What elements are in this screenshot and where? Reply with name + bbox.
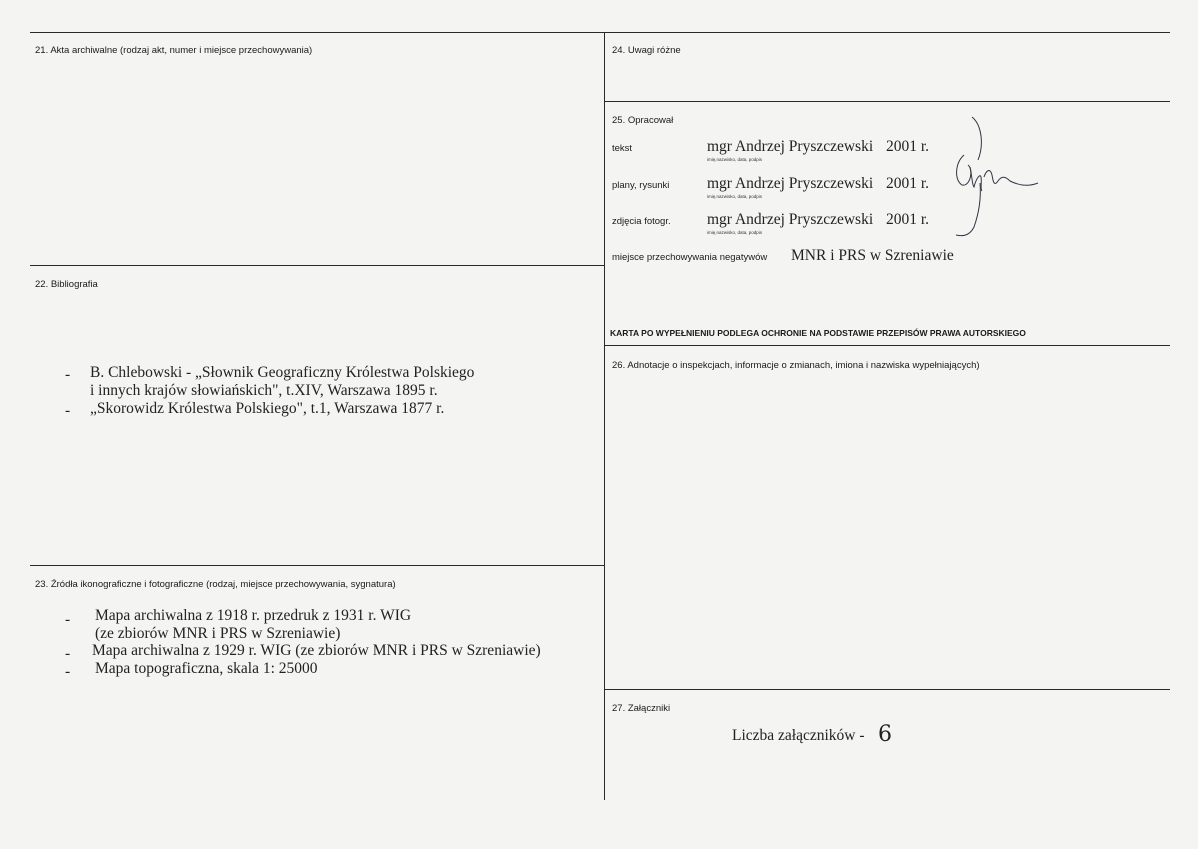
bibliography-item-1-line-2: i innych krajów słowiańskich", t.XIV, Warszawa 1895 r. <box>90 382 438 399</box>
section-21-label: 21. Akta archiwalne (rodzaj akt, numer i miejsce przechowywania) <box>35 45 313 56</box>
rule-23 <box>30 565 604 566</box>
iconography-item-1-line-1: Mapa archiwalna z 1918 r. przedruk z 1931 r. WIG <box>95 607 412 624</box>
section-25-label: 25. Opracował <box>612 115 674 126</box>
section-26-label: 26. Adnotacje o inspekcjach, informacje o zmianach, imiona i nazwiska wypełniających) <box>612 360 980 371</box>
attachments-count-text: Liczba załączników - <box>732 727 865 744</box>
section-23-label: 23. Źródła ikonograficzne i fotograficzne (rodzaj, miejsce przechowywania, sygnatura) <box>35 579 396 590</box>
iconography-item-3: Mapa topograficzna, skala 1: 25000 <box>95 660 318 677</box>
list-dash: - <box>65 663 71 680</box>
author-row-key: plany, rysunki <box>612 180 670 191</box>
section-27-label: 27. Załączniki <box>612 703 671 714</box>
author-row-year: 2001 r. <box>886 211 930 228</box>
section-22-label: 22. Bibliografia <box>35 279 98 290</box>
rule-26 <box>604 345 1170 346</box>
list-dash: - <box>65 645 71 662</box>
center-divider <box>604 32 605 800</box>
rule-25 <box>604 101 1170 102</box>
rule-27 <box>604 689 1170 690</box>
section-24-label: 24. Uwagi różne <box>612 45 681 56</box>
list-dash: - <box>65 366 71 383</box>
iconography-item-2: Mapa archiwalna z 1929 r. WIG (ze zbiorów MNR i PRS w Szreniawie) <box>92 642 541 659</box>
author-row-year: 2001 r. <box>886 138 930 155</box>
author-row-name: mgr Andrzej Pryszczewski <box>707 138 874 155</box>
negatives-label: miejsce przechowywania negatywów <box>612 252 768 263</box>
negatives-value: MNR i PRS w Szreniawie <box>791 247 954 264</box>
bibliography-item-2: „Skorowidz Królestwa Polskiego", t.1, Warszawa 1877 r. <box>90 400 445 417</box>
bibliography-item-1-line-1: B. Chlebowski - „Słownik Geograficzny Królestwa Polskiego <box>90 364 475 381</box>
author-row-year: 2001 r. <box>886 175 930 192</box>
iconography-item-1-line-2: (ze zbiorów MNR i PRS w Szreniawie) <box>95 625 341 642</box>
author-row-key: zdjęcia fotogr. <box>612 216 671 227</box>
author-row-name: mgr Andrzej Pryszczewski <box>707 211 874 228</box>
attachments-count-value: 6 <box>878 722 892 747</box>
list-dash: - <box>65 611 71 628</box>
author-row-hint: imię,nazwisko, data, podpis <box>707 194 763 199</box>
author-row-name: mgr Andrzej Pryszczewski <box>707 175 874 192</box>
top-rule <box>30 32 1170 33</box>
rule-22 <box>30 265 604 266</box>
author-row-hint: imię,nazwisko, data, podpis <box>707 157 763 162</box>
signature-image <box>950 115 1045 245</box>
author-row-key: tekst <box>612 143 633 154</box>
author-row-hint: imię,nazwisko, data, podpis <box>707 230 763 235</box>
list-dash: - <box>65 402 71 419</box>
copyright-notice: KARTA PO WYPEŁNIENIU PODLEGA OCHRONIE NA PODSTAWIE PRZEPISÓW PRAWA AUTORSKIEGO <box>610 328 1026 338</box>
